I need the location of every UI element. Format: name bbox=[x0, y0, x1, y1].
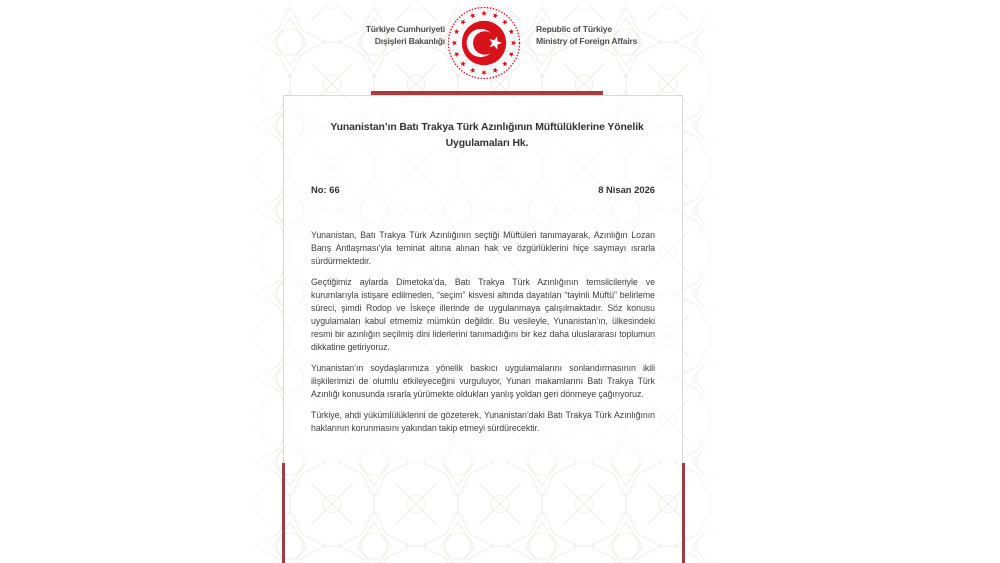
ministry-name-english bbox=[536, 24, 696, 47]
paragraph: Geçtiğimiz aylarda Dimetoka’da, Batı Trakya Türk Azınlığının temsilcileriyle ve kurumlarıyla istişare edilmeden, “seçim” kisvesi altında dayatılan “tayinli Müftü” belirleme süreci, şimdi Rodop ve İskeçe illerinde de uygulanmaya çalışılmaktadır. Söz konusu uygulamaları kabul etmemiz mümkün değildir. Bu vesileyle, Yunanistan’ın, ülkesindeki resmi bir azınlığın seçilmiş dini liderlerini tanımadığını bir kez daha uluslararası toplumun dikkatine getiriyoruz. bbox=[311, 277, 655, 352]
ministry-name-turkish bbox=[290, 24, 445, 47]
press-release-meta bbox=[311, 184, 655, 195]
paragraph: Türkiye, ahdi yükümlülüklerini de gözeterek, Yunanistan’daki Batı Trakya Türk Azınlığının haklarının korunmasını yakından takip etmeyi sürdürecektir. bbox=[311, 410, 655, 433]
ministry-name-en-line1: Republic of Türkiye bbox=[536, 24, 612, 34]
red-rail-right bbox=[682, 463, 685, 563]
press-release-number: No: 66 bbox=[311, 184, 340, 195]
ministry-name-tr-line2: Dışişleri Bakanlığı bbox=[374, 35, 445, 46]
pattern-fade-left bbox=[248, 0, 278, 563]
paragraph: Yunanistan, Batı Trakya Türk Azınlığının seçtiği Müftüleri tanımayarak, Azınlığın Lozan Barış Antlaşması’yla teminat altına alınan hak ve özgürlüklerini hiçe saymayı ısrarla sürdürmektedir. bbox=[311, 230, 655, 266]
press-release-date: 8 Nisan 2026 bbox=[598, 184, 655, 195]
ministry-name-tr-line1: Türkiye Cumhuriyeti bbox=[365, 24, 445, 34]
press-release-body bbox=[311, 229, 655, 435]
press-release-card bbox=[283, 95, 683, 463]
paragraph: Yunanistan’ın soydaşlarımıza yönelik baskıcı uygulamalarını sonlandırmasının ikili ilişkilerimizi de olumlu etkileyeceğini vurguluyor, Yunan makamlarını Batı Trakya Türk Azınlığı konusunda ısrarla yürümekte oldukları yanlış yoldan geri dönmeye çağırıyoruz. bbox=[311, 363, 655, 399]
ministry-name-en-line2: Ministry of Foreign Affairs bbox=[536, 35, 638, 46]
red-rail-left bbox=[282, 463, 285, 563]
press-release-title: Yunanistan’ın Batı Trakya Türk Azınlığının Müftülüklerine Yönelik Uygulamaları Hk. bbox=[330, 122, 644, 149]
mfa-emblem-icon bbox=[447, 6, 521, 80]
pattern-fade-right bbox=[690, 0, 720, 563]
